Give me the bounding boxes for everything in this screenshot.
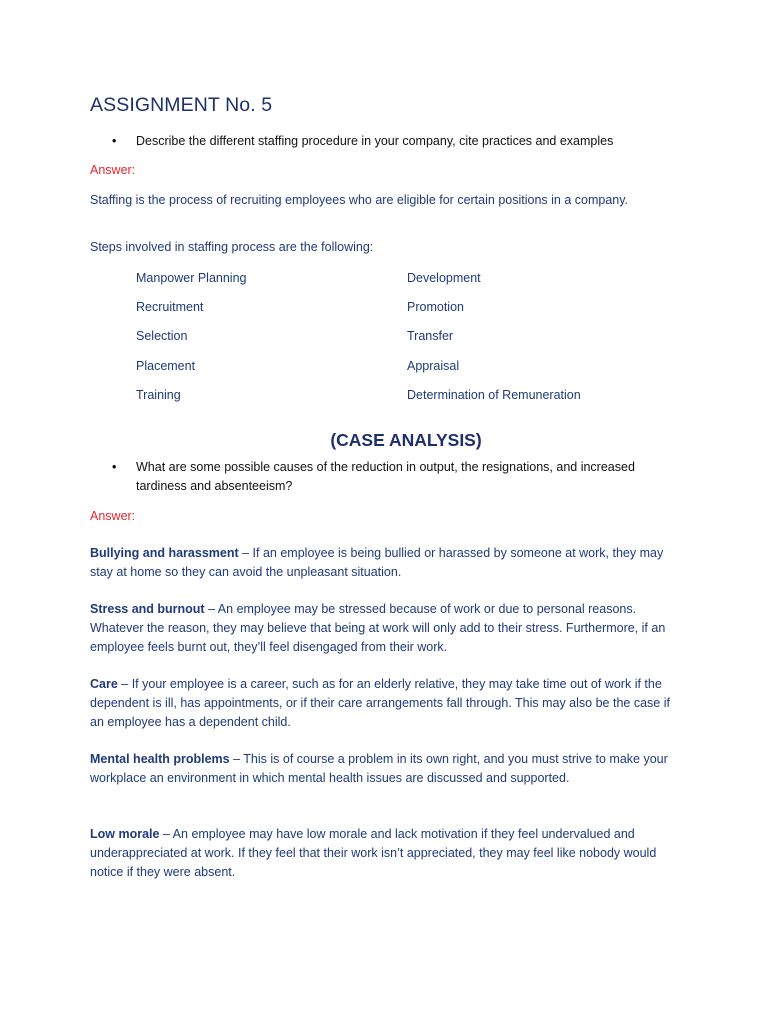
step-item: Manpower Planning — [136, 271, 247, 285]
case-analysis-heading: (CASE ANALYSIS) — [330, 430, 482, 450]
cause-text: – An employee may be stressed because of work or due to personal reasons. Whatever the reason, they may believe that being at work will only add to their stress. Furthermore, if an employee feels burnt out, they’ll feel disengaged from their work. — [90, 602, 666, 654]
steps-intro: Steps involved in staffing process are the following: — [90, 240, 374, 254]
cause-title: Low morale — [90, 827, 160, 841]
question-1: Describe the different staffing procedure in your company, cite practices and examples — [136, 134, 614, 148]
cause-text: – If your employee is a career, such as for an elderly relative, they may take time out of work if the dependent is ill, has appointments, or if their care arrangements fall through. This may also be the case if an employee has a dependent child. — [90, 677, 670, 729]
cause-text: – If an employee is being bullied or harassed by someone at work, they may stay at home so they can avoid the unpleasant situation. — [90, 546, 664, 579]
bullet-marker: • — [112, 460, 117, 474]
assignment-title: ASSIGNMENT No. 5 — [90, 94, 273, 116]
step-item: Determination of Remuneration — [407, 388, 581, 402]
answer-label: Answer: — [90, 509, 136, 523]
step-item: Appraisal — [407, 359, 460, 373]
question-2: What are some possible causes of the reduction in output, the resignations, and increased tardiness and absenteeism? — [136, 460, 635, 493]
cause-title: Stress and burnout — [90, 602, 205, 616]
cause-paragraph — [90, 544, 680, 582]
cause-paragraph — [90, 600, 680, 656]
cause-paragraph — [90, 675, 680, 731]
cause-title: Bullying and harassment — [90, 546, 239, 560]
step-item: Promotion — [407, 300, 464, 314]
cause-text: – An employee may have low morale and lack motivation if they feel undervalued and underappreciated at work. If they feel that their work isn’t appreciated, they may feel like nobody would notice if they were absent. — [90, 827, 657, 879]
step-item: Transfer — [407, 329, 454, 343]
step-item: Selection — [136, 329, 188, 343]
answer-label: Answer: — [90, 163, 136, 177]
step-item: Training — [136, 388, 181, 402]
cause-text: – This is of course a problem in its own right, and you must strive to make your workplace an environment in which mental health issues are discussed and supported. — [90, 752, 668, 785]
step-item: Recruitment — [136, 300, 204, 314]
cause-paragraph — [90, 750, 680, 788]
cause-title: Mental health problems — [90, 752, 230, 766]
bullet-marker: • — [112, 134, 117, 148]
cause-paragraph — [90, 825, 680, 881]
staffing-definition: Staffing is the process of recruiting employees who are eligible for certain positions in a company. — [90, 193, 629, 207]
cause-title: Care — [90, 677, 118, 691]
step-item: Placement — [136, 359, 196, 373]
step-item: Development — [407, 271, 481, 285]
